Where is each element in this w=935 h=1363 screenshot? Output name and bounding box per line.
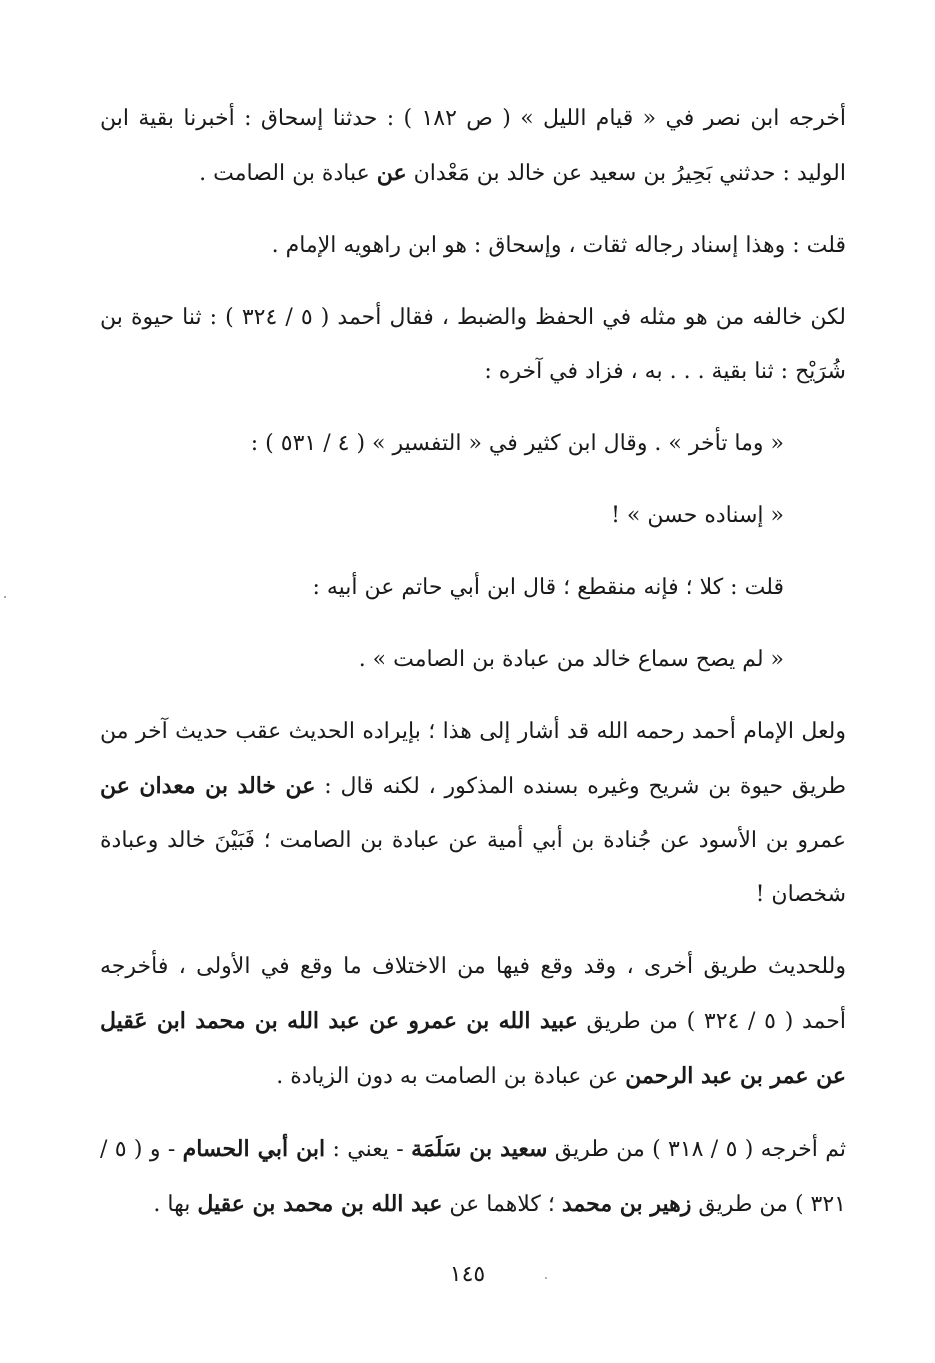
text-segment: وللحديث طريق أخرى ، وقد وقع فيها من الاختلاف ما وقع في الأولى ، فأخرجه أحمد ( ٥ / ٣٢٤ ) من طريق — [100, 954, 846, 1034]
text-segment: - يعني : — [325, 1137, 412, 1162]
paragraph-p2 — [100, 219, 846, 273]
paragraph-p8 — [100, 705, 846, 922]
text-segment: ولعل الإمام أحمد رحمه الله قد أشار إلى هذا ؛ بإيراده الحديث عقب حديث آخر من طريق حيوة بن شريح وغيره بسنده المذكور ، لكنه قال : — [100, 719, 846, 799]
bold-segment: ابن أبي الحسام — [182, 1136, 326, 1162]
text-segment: عمرو بن الأسود عن جُنادة بن أبي أمية عن عبادة بن الصامت ؛ فَبَيْنَ خالد وعبادة شخصان ! — [100, 828, 846, 907]
paragraph-p9 — [100, 940, 846, 1104]
text-segment: لكن خالفه من هو مثله في الحفظ والضبط ، فقال أحمد ( ٥ / ٣٢٤ ) : ثنا حيوة بن شُرَيْح : ثنا بقية . . . به ، فزاد في آخره : — [100, 305, 846, 384]
paragraph-p10 — [100, 1122, 846, 1232]
quoted-line-p7 — [100, 633, 846, 687]
quoted-line-p6 — [100, 561, 846, 615]
quoted-line-p4 — [100, 417, 846, 471]
bold-segment: عن — [376, 160, 407, 186]
margin-speck — [4, 596, 6, 598]
text-segment: قلت : كلا ؛ فإنه منقطع ؛ قال ابن أبي حاتم عن أبيه : — [312, 575, 784, 600]
text-segment: « وما تأخر » . وقال ابن كثير في « التفسير » ( ٤ / ٥٣١ ) : — [250, 431, 784, 456]
text-segment: - و ( ٥ / ٣٢١ ) من طريق — [100, 1137, 846, 1217]
text-segment: قلت : وهذا إسناد رجاله ثقات ، وإسحاق : هو ابن راهويه الإمام . — [271, 233, 846, 258]
bold-segment: عن خالد بن معدان عن — [100, 773, 316, 799]
quoted-line-p5 — [100, 489, 846, 543]
text-segment: « لم يصح سماع خالد من عبادة بن الصامت » . — [358, 647, 784, 672]
bold-segment: زهير بن محمد — [561, 1191, 692, 1217]
text-segment: ثم أخرجه ( ٥ / ٣١٨ ) من طريق — [547, 1137, 847, 1162]
bold-segment: سعيد بن سَلَمَة — [411, 1136, 548, 1162]
paragraph-p3 — [100, 291, 846, 399]
text-segment: ؛ كلاهما عن — [442, 1192, 562, 1217]
text-segment: « إسناده حسن » ! — [611, 503, 784, 528]
paragraph-p1 — [100, 92, 846, 201]
text-segment: عبادة بن الصامت . — [199, 161, 377, 186]
bold-segment: عبيد الله بن عمرو عن عبد الله بن محمد ابن عَقيل عن عمر بن عبد الرحمن — [100, 1008, 846, 1089]
bold-segment: عبد الله بن محمد بن عقيل — [197, 1191, 443, 1217]
page-body-text — [100, 92, 846, 1250]
text-segment: أخرجه ابن نصر في « قيام الليل » ( ص ١٨٢ ) : حدثنا إسحاق : أخبرنا بقية ابن الوليد : حدثني بَحِيرُ بن سعيد عن خالد بن مَعْدان — [100, 106, 846, 186]
text-segment: عن عبادة بن الصامت به دون الزيادة . — [276, 1064, 626, 1089]
page-number: ١٤٥ — [449, 1262, 486, 1287]
text-segment: بها . — [153, 1192, 198, 1217]
